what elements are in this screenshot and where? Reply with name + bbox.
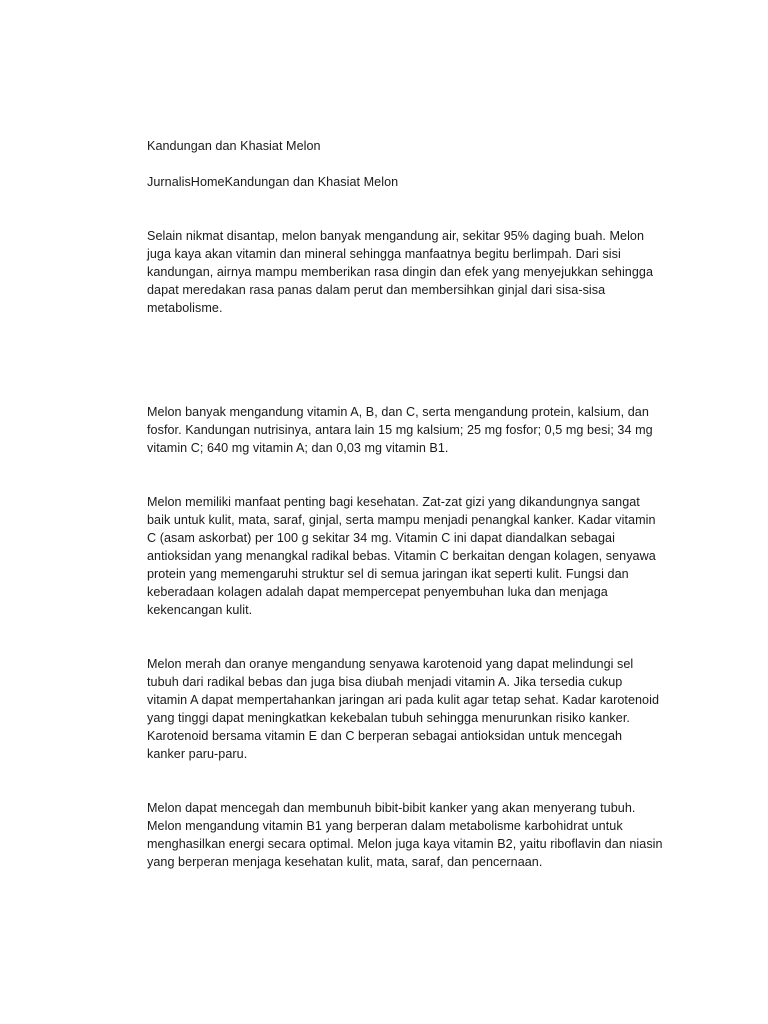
- paragraph-spacer: [147, 457, 663, 493]
- paragraph-5: Melon dapat mencegah dan membunuh bibit-bibit kanker yang akan menyerang tubuh. Melon mengandung vitamin B1 yang berperan dalam metabolisme karbohidrat untuk menghasilkan energi secara optimal. Melon juga kaya vitamin B2, yaitu riboflavin dan niasin yang berperan menjaga kesehatan kulit, mata, saraf, dan pencernaan.: [147, 801, 663, 869]
- document-title: Kandungan dan Khasiat Melon: [147, 139, 321, 153]
- paragraph-2: Melon banyak mengandung vitamin A, B, dan C, serta mengandung protein, kalsium, dan fosfor. Kandungan nutrisinya, antara lain 15 mg kalsium; 25 mg fosfor; 0,5 mg besi; 34 mg vitamin C; 640 mg vitamin A; dan 0,03 mg vitamin B1.: [147, 405, 653, 455]
- paragraph-spacer: [147, 619, 663, 655]
- paragraph-3: Melon memiliki manfaat penting bagi kesehatan. Zat-zat gizi yang dikandungnya sangat baik untuk kulit, mata, saraf, ginjal, serta mampu menjadi penangkal kanker. Kadar vitamin C (asam askorbat) per 100 g sekitar 34 mg. Vitamin C ini dapat diandalkan sebagai antioksidan yang menangkal radikal bebas. Vitamin C berkaitan dengan kolagen, senyawa protein yang memengaruhi struktur sel di semua jaringan ikat seperti kulit. Fungsi dan keberadaan kolagen adalah dapat mempercepat penyembuhan luka dan menjaga kekencangan kulit.: [147, 495, 656, 617]
- paragraph-spacer: [147, 317, 663, 403]
- breadcrumb: JurnalisHomeKandungan dan Khasiat Melon: [147, 175, 399, 189]
- paragraph-spacer: [147, 763, 663, 799]
- document-body: [147, 137, 663, 871]
- paragraph-1: Selain nikmat disantap, melon banyak mengandung air, sekitar 95% daging buah. Melon juga kaya akan vitamin dan mineral sehingga manfaatnya begitu berlimpah. Dari sisi kandungan, airnya mampu memberikan rasa dingin dan efek yang menyejukkan sehingga dapat meredakan rasa panas dalam perut dan membersihkan ginjal dari sisa-sisa metabolisme.: [147, 229, 654, 315]
- paragraph-4: Melon merah dan oranye mengandung senyawa karotenoid yang dapat melindungi sel tubuh dari radikal bebas dan juga bisa diubah menjadi vitamin A. Jika tersedia cukup vitamin A dapat mempertahankan jaringan ari pada kulit agar tetap sehat. Kadar karotenoid yang tinggi dapat meningkatkan kekebalan tubuh sehingga menurunkan risiko kanker. Karotenoid bersama vitamin E dan C berperan sebagai antioksidan untuk mencegah kanker paru-paru.: [147, 657, 660, 761]
